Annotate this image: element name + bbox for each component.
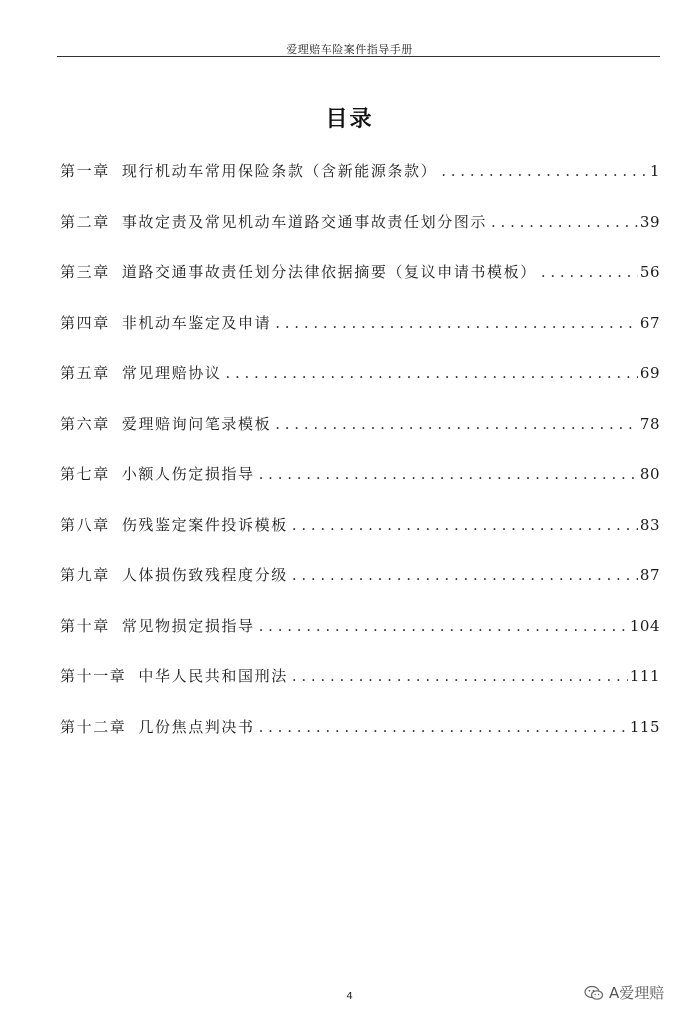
toc-dot-leader [292, 566, 638, 584]
toc-entry[interactable] [60, 211, 660, 262]
header-divider [57, 56, 660, 57]
toc-dot-leader [259, 718, 628, 736]
toc-title: 常见理赔协议 [121, 364, 222, 382]
toc-entry[interactable] [60, 261, 660, 312]
toc-dot-leader [225, 364, 637, 382]
toc-page-number: 56 [639, 263, 660, 281]
toc-list [60, 160, 660, 766]
page-number: 4 [346, 991, 353, 1002]
toc-chapter-label: 第九章 [60, 566, 110, 584]
toc-dot-leader [259, 465, 638, 483]
toc-chapter-label: 第十章 [60, 616, 110, 635]
toc-chapter-label: 第七章 [60, 465, 110, 483]
toc-dot-leader [259, 617, 628, 635]
toc-page-number: 67 [639, 313, 660, 332]
toc-entry[interactable] [60, 413, 660, 464]
toc-title: 道路交通事故责任划分法律依据摘要（复议申请书模板） [121, 263, 537, 281]
toc-dot-leader [275, 415, 638, 433]
toc-title: 伤残鉴定案件投诉模板 [121, 515, 288, 534]
toc-dot-leader [541, 263, 638, 281]
toc-page-number: 80 [639, 465, 660, 483]
watermark-text: A爱理赔 [609, 984, 665, 1002]
toc-chapter-label: 第一章 [60, 162, 110, 180]
toc-chapter-label: 第二章 [60, 212, 110, 231]
running-header: 爱理赔车险案件指导手册 [286, 43, 413, 56]
toc-title: 现行机动车常用保险条款（含新能源条款） [121, 162, 438, 180]
toc-chapter-label: 第四章 [60, 313, 110, 332]
toc-dot-leader [275, 314, 638, 332]
toc-entry[interactable] [60, 665, 660, 716]
toc-title: 几份焦点判决书 [138, 717, 255, 736]
toc-title: 非机动车鉴定及申请 [121, 313, 272, 332]
toc-chapter-label: 第六章 [60, 414, 110, 433]
toc-page-number: 78 [639, 414, 660, 433]
toc-title: 小额人伤定损指导 [121, 465, 255, 483]
toc-title: 爱理赔询问笔录模板 [121, 414, 272, 433]
toc-dot-leader [292, 667, 628, 685]
toc-chapter-label: 第八章 [60, 515, 110, 534]
toc-dot-leader [491, 213, 638, 231]
toc-page-number: 87 [639, 566, 660, 584]
toc-entry[interactable] [60, 716, 660, 767]
toc-chapter-label: 第三章 [60, 263, 110, 281]
toc-entry[interactable] [60, 312, 660, 363]
toc-entry[interactable] [60, 463, 660, 514]
toc-page-number: 83 [639, 515, 660, 534]
toc-page-number: 111 [629, 667, 660, 685]
toc-page-number: 104 [629, 616, 660, 635]
toc-dot-leader [292, 516, 638, 534]
toc-entry[interactable] [60, 564, 660, 615]
watermark [584, 982, 664, 1003]
toc-heading: 目录 [325, 107, 374, 132]
toc-page-number: 69 [639, 364, 660, 382]
toc-dot-leader [441, 162, 648, 180]
toc-title: 人体损伤致残程度分级 [121, 566, 288, 584]
toc-title: 中华人民共和国刑法 [138, 667, 288, 685]
toc-chapter-label: 第五章 [60, 364, 110, 382]
toc-title: 事故定责及常见机动车道路交通事故责任划分图示 [121, 212, 488, 231]
toc-page-number: 39 [639, 212, 660, 231]
toc-title: 常见物损定损指导 [121, 616, 255, 635]
toc-entry[interactable] [60, 615, 660, 666]
toc-page-number: 115 [629, 717, 660, 736]
toc-entry[interactable] [60, 514, 660, 565]
toc-page-number: 1 [649, 162, 660, 180]
toc-entry[interactable] [60, 362, 660, 413]
wechat-icon [584, 985, 604, 1001]
toc-chapter-label: 第十二章 [60, 717, 127, 736]
toc-chapter-label: 第十一章 [60, 667, 127, 685]
toc-entry[interactable] [60, 160, 660, 211]
